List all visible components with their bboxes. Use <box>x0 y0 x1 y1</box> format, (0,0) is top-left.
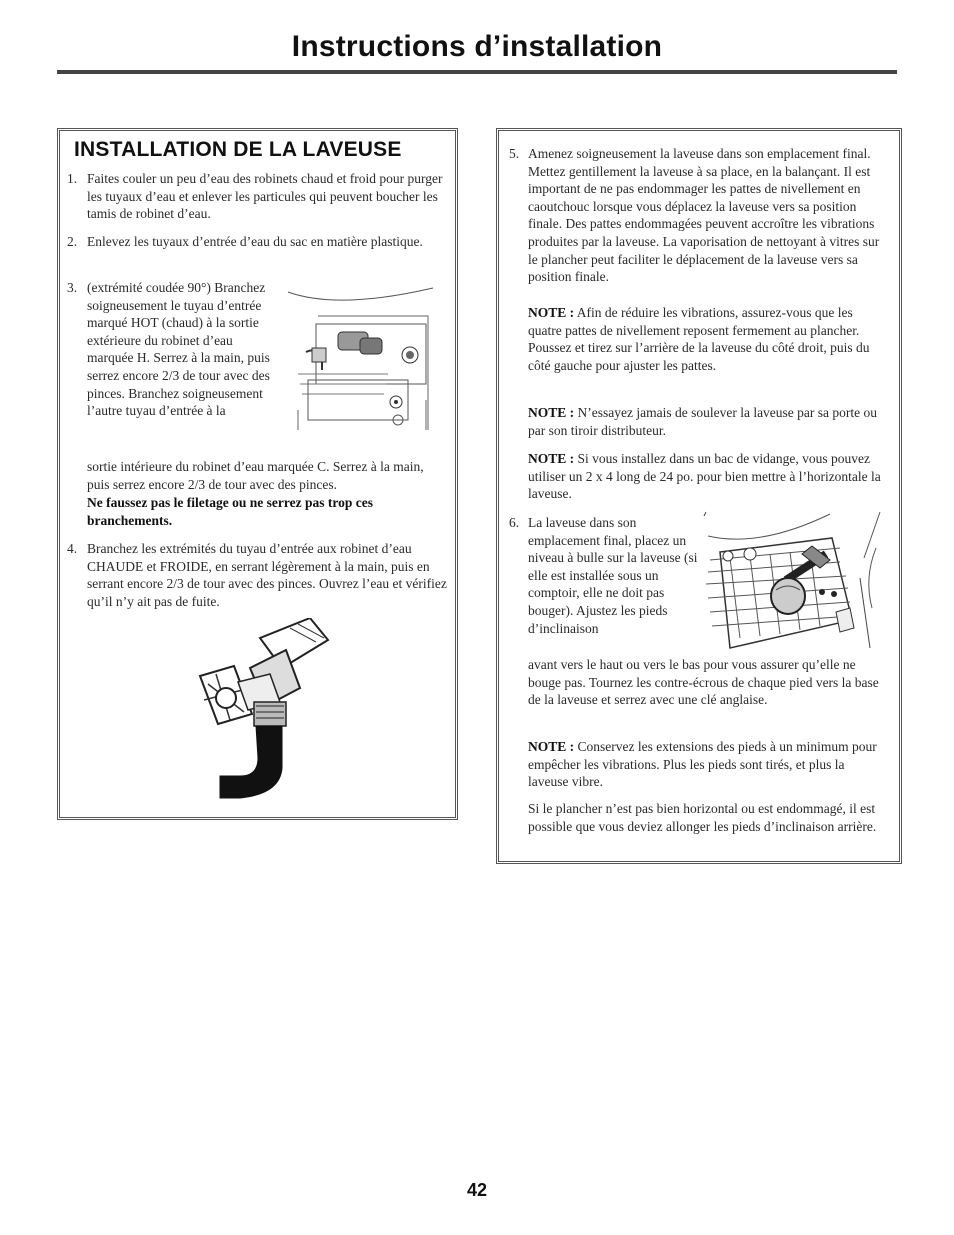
note-2-text: N’essayez jamais de soulever la laveuse par sa porte ou par son tiroir distributeur. <box>528 405 878 438</box>
note-1-label: NOTE : <box>528 305 575 320</box>
step-3-text-wide: sortie intérieure du robinet d’eau marquée C. Serrez à la main, puis serrez encore 2/3 de tour avec des pinces. <box>87 459 424 492</box>
note-3-text: Si vous installez dans un bac de vidange, vous pouvez utiliser un 2 x 4 long de 24 po. pour bien mettre à l’horizontale la laveuse. <box>528 451 881 502</box>
step-6-floor-text: Si le plancher n’est pas bien horizontal ou est endommagé, il est possible que vous deviez allonger les pieds d’inclinaison arrière. <box>528 801 877 834</box>
page-title: Instructions d’installation <box>291 30 663 63</box>
step-4-number: 4. <box>67 541 78 556</box>
step-6-text-wide: avant vers le haut ou vers le bas pour vous assurer qu’elle ne bouge pas. Tournez les contre-écrous de chaque pied vers la base de la laveuse et serrez avec une clé anglaise. <box>528 657 879 708</box>
step-3-warning: Ne faussez pas le filetage ou ne serrez pas trop ces branchements. <box>87 495 373 528</box>
step-5-note-1 <box>528 304 886 374</box>
page-number: 42 <box>466 1180 488 1200</box>
step-5-text: Amenez soigneusement la laveuse dans son emplacement final. Mettez gentillement la laveuse à sa place, en la balançant. Il est important de ne pas endommager les pattes de nivellement en caoutchouc lorsque vous déplacez la laveuse vers sa position finale. Des pattes endommagées peuvent accroître les vibrations produites par la laveuse. La vaporisation de nettoyant à vitres sur le plancher peut faciliter le déplacement de la laveuse vers sa position finale. <box>528 146 880 285</box>
step-6-note-text: Conservez les extensions des pieds à un minimum pour empêcher les vibrations. Plus les pieds sont tirés, et plus la laveuse vibre. <box>528 739 877 790</box>
step-2-text: Enlevez les tuyaux d’entrée d’eau du sac en matière plastique. <box>87 234 423 249</box>
step-1-number: 1. <box>67 171 78 186</box>
step-3-text-narrow: (extrémité coudée 90°) Branchez soigneusement le tuyau d’entrée marqué HOT (chaud) à la sortie extérieure du robinet d’eau marquée H. Serrez à la main, puis serrez encore 2/3 de tour avec des pinces. Branchez soigneusement l’autre tuyau d’entrée à la <box>87 280 270 419</box>
note-2-label: NOTE : <box>528 405 575 420</box>
step-6-note-label: NOTE : <box>528 739 575 754</box>
water-valve-illustration <box>190 618 340 804</box>
section-heading: INSTALLATION DE LA LAVEUSE <box>74 138 402 161</box>
step-6-number: 6. <box>509 515 520 530</box>
note-1-text: Afin de réduire les vibrations, assurez-vous que les quatre pattes de nivellement reposent fermement au plancher. Poussez et tirez sur l’arrière de la laveuse du côté droit, puis du côté gauche pour ajuster les pattes. <box>528 305 870 373</box>
faucet-connection-illustration <box>278 280 448 432</box>
leveling-leg-illustration <box>700 508 886 658</box>
note-3-label: NOTE : <box>528 451 575 466</box>
step-5-number: 5. <box>509 146 520 161</box>
step-1-text: Faites couler un peu d’eau des robinets chaud et froid pour purger les tuyaux d’eau et enlever les particules qui peuvent boucher les tamis de robinet d’eau. <box>87 171 443 222</box>
step-4-text: Branchez les extrémités du tuyau d’entrée aux robinet d’eau CHAUDE et FROIDE, en serrant légèrement à la main, puis en serrant encore 2/3 de tour avec des pinces. Ouvrez l’eau et vérifiez qu’il n’y ait pas de fuite. <box>87 541 447 609</box>
step-2-number: 2. <box>67 234 78 249</box>
step-5-note-2 <box>528 404 886 439</box>
step-6-text-narrow: La laveuse dans son emplacement final, placez un niveau à bulle sur la laveuse (si elle est installée sous un comptoir, elle ne doit pas bouger). Ajustez les pieds d’inclinaison <box>528 515 698 636</box>
title-rule <box>57 70 897 74</box>
step-5-note-3 <box>528 450 886 503</box>
step-6-note <box>528 738 886 791</box>
step-3-number: 3. <box>67 280 78 295</box>
